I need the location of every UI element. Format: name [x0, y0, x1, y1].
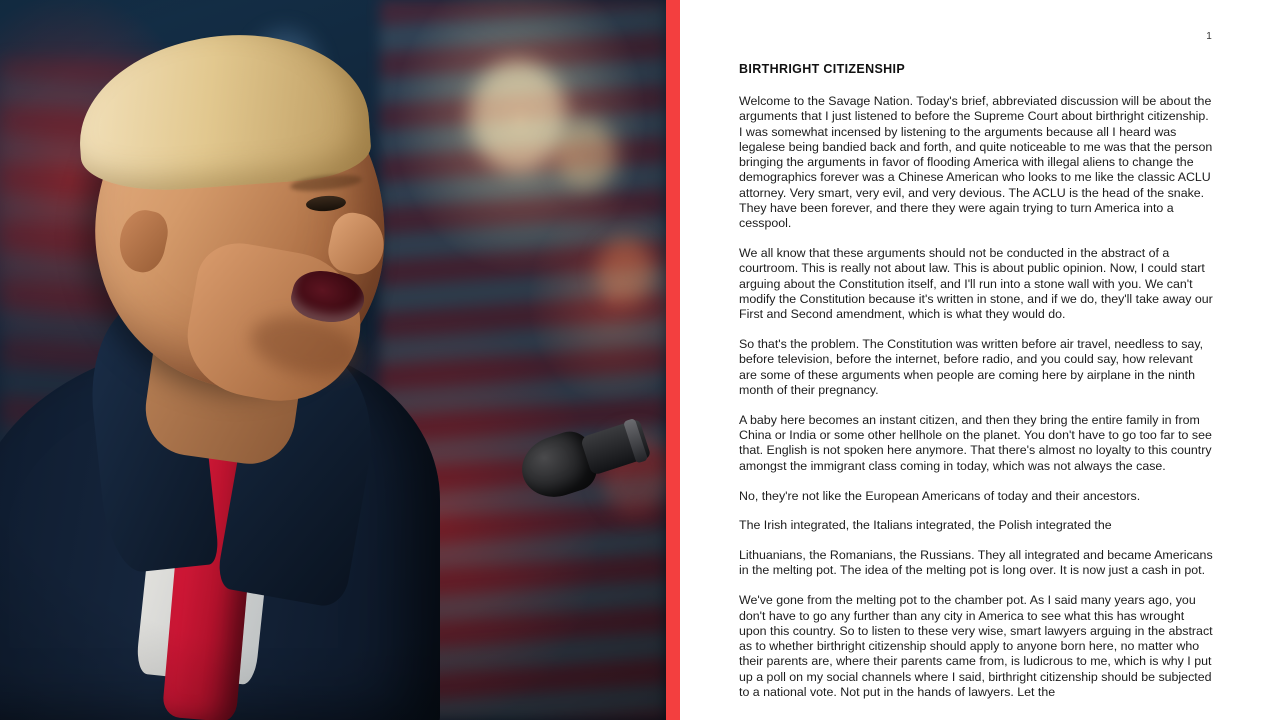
page-title: BIRTHRIGHT CITIZENSHIP: [739, 62, 906, 76]
paragraph: A baby here becomes an instant citizen, and then they bring the entire family in from China or India or some other hellhole on the planet. You don't have to go too far to see that. English is not spoken here anymore. That there's almost no loyalty to this country amongst the immigrant class coming in today, which was not always the case.: [739, 412, 1212, 473]
paragraph: No, they're not like the European Americans of today and their ancestors.: [739, 488, 1141, 503]
document-body: [739, 62, 1214, 715]
microphone-icon: [513, 399, 666, 512]
paragraph: The Irish integrated, the Italians integrated, the Polish integrated the: [739, 518, 1112, 533]
red-divider: [666, 0, 680, 720]
paragraph: We've gone from the melting pot to the chamber pot. As I said many years ago, you don't have to go any further than any city in America to see what this has wrought upon this country. So to listen to these very wise, smart lawyers arguing in the abstract as to whether birthright citizenship should apply to anyone born here, no matter who their parents are, where their parents came from, is ludicrous to me, which is why I put up a poll on my social channels where I said, birthright citizenship should be subjected to a national vote. Not put in the hands of lawyers. Let the: [739, 593, 1213, 699]
paragraph: So that's the problem. The Constitution was written before air travel, needless to say, before television, before the internet, before radio, and you could say, how relevant are some of these arguments when people are coming here by airplane in the ninth month of their pregnancy.: [739, 337, 1204, 398]
paragraph: We all know that these arguments should not be conducted in the abstract of a courtroom. This is really not about law. This is about public opinion. Now, I could start arguing about the Constitution itself, and I'll run into a stone wall with you. We can't modify the Constitution because it's written in stone, and if we do, they'll take away our First and Second amendment, which is what they would do.: [739, 246, 1213, 322]
paragraph: Lithuanians, the Romanians, the Russians. They all integrated and became Americans in the melting pot. The idea of the melting pot is long over. It is now just a cash in pot.: [739, 548, 1213, 578]
page-number: 1: [1206, 31, 1212, 42]
document-page: [680, 0, 1280, 720]
hair: [73, 26, 373, 196]
paragraph: Welcome to the Savage Nation. Today's brief, abbreviated discussion will be about the arguments that I just listened to before the Supreme Court about birthright citizenship. I was somewhat incensed by listening to the arguments because all I heard was legalese being bandied back and forth, and quite noticeable to me was that the person bringing the arguments in favor of flooding America with illegal aliens to change the demographics forever was a Chinese American who looks to me like the classic ACLU attorney. Very smart, very evil, and very devious. The ACLU is the head of the snake. They have been forever, and there they were again trying to turn America into a cesspool.: [739, 94, 1213, 231]
